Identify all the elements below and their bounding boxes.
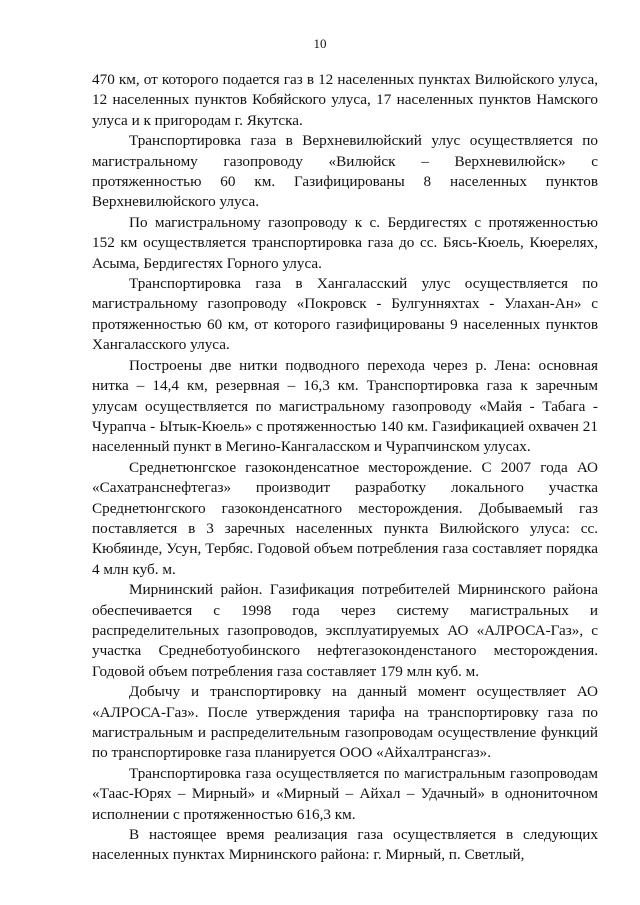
paragraph-3: По магистральному газопроводу к с. Бердигестях с протяженностью 152 км осуществляется транспортировка газа до сс. Бясь-Кюель, Кюерелях, Асыма, Бердигестях Горного улуса. bbox=[92, 213, 598, 272]
document-body bbox=[92, 70, 598, 866]
page-number: 10 bbox=[313, 36, 327, 51]
paragraph-4: Транспортировка газа в Хангаласский улус осуществляется по магистральному газопроводу «Покровск - Булгунняхтах - Улахан-Ан» с протяженностью 60 км, от которого газифицированы 9 населенных пунктов Хангаласского улуса. bbox=[92, 275, 598, 354]
paragraph-2: Транспортировка газа в Верхневилюйский улус осуществляется по магистральному газопроводу «Вилюйск – Верхневилюйск» с протяженностью 60 км. Газифицированы 8 населенных пунктов Верхневилюйского улуса. bbox=[92, 132, 598, 211]
paragraph-6: Среднетюнгское газоконденсатное месторождение. С 2007 года АО «Сахатранснефтегаз» производит разработку локального участка Среднетюнгского газоконденсатного месторождения. Добываемый газ поставляется в 3 заречных населенных пункта Вилюйского улуса: сс. Кюбяинде, Усун, Тербяс. Годовой объем потребления газа составляет порядка 4 млн куб. м. bbox=[92, 458, 598, 578]
paragraph-7: Мирнинский район. Газификация потребителей Мирнинского района обеспечивается с 1998 года через систему магистральных и распределительных газопроводов, эксплуатируемых АО «АЛРОСА-Газ», с участка Среднеботуобинского нефтегазоконденстаного месторождения. Годовой объем потребления газа составляет 179 млн куб. м. bbox=[92, 581, 598, 680]
paragraph-8: Добычу и транспортировку на данный момент осуществляет АО «АЛРОСА-Газ». После утверждения тарифа на транспортировку газа по магистральным и распределительным газопроводам осуществление функций по транспортировке газа планируется ООО «Айхалтрансгаз». bbox=[92, 683, 598, 762]
paragraph-10: В настоящее время реализация газа осуществляется в следующих населенных пунктах Мирнинского района: г. Мирный, п. Светлый, bbox=[92, 826, 598, 864]
paragraph-1: 470 км, от которого подается газ в 12 населенных пунктах Вилюйского улуса, 12 населенных пунктов Кобяйского улуса, 17 населенных пунктов Намского улуса и к пригородам г. Якутска. bbox=[92, 71, 598, 129]
paragraph-9: Транспортировка газа осуществляется по магистральным газопроводам «Таас-Юрях – Мирный» и «Мирный – Айхал – Удачный» в однониточном исполнении с протяженностью 616,3 км. bbox=[92, 764, 598, 823]
paragraph-5: Построены две нитки подводного перехода через р. Лена: основная нитка – 14,4 км, резервная – 16,3 км. Транспортировка газа к заречным улусам осуществляется по магистральному газопроводу «Майя - Табага - Чурапча - Ытык-Кюель» с протяженностью 140 км. Газификацией охвачен 21 населенный пункт в Мегино-Кангаласском и Чурапчинском улусах. bbox=[92, 356, 598, 456]
